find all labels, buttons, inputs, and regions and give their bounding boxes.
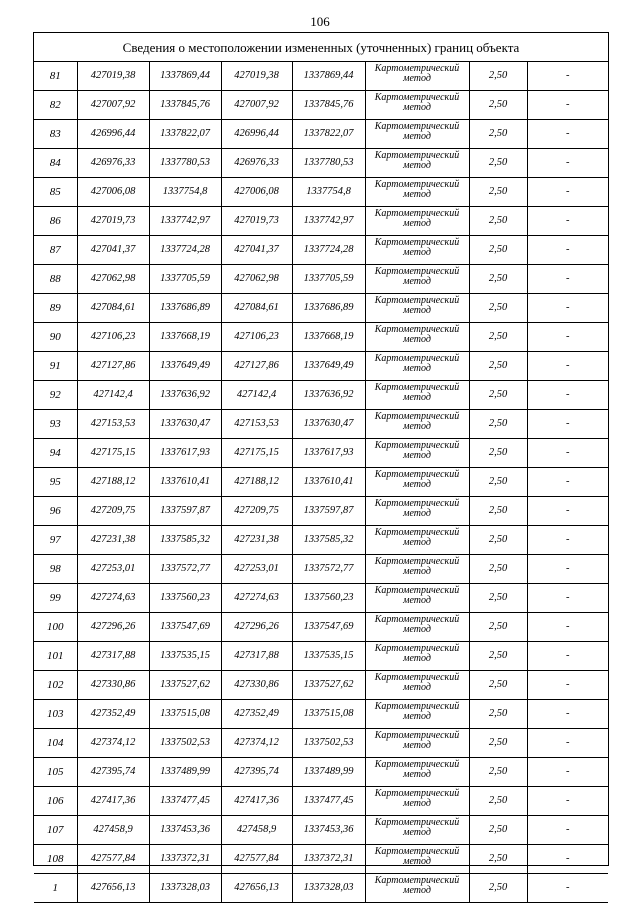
note-cell: -	[527, 468, 608, 497]
refined-y-cell: 1337502,53	[292, 729, 365, 758]
refined-x-cell: 427041,37	[221, 236, 292, 265]
existing-x-cell: 427209,75	[77, 497, 149, 526]
point-number-cell: 96	[34, 497, 77, 526]
method-cell: Картометрический метод	[365, 874, 469, 903]
accuracy-cell: 2,50	[469, 352, 527, 381]
method-cell: Картометрический метод	[365, 468, 469, 497]
refined-x-cell: 427458,9	[221, 816, 292, 845]
method-cell: Картометрический метод	[365, 149, 469, 178]
table-row	[34, 62, 608, 91]
accuracy-cell: 2,50	[469, 207, 527, 236]
existing-x-cell: 427153,53	[77, 410, 149, 439]
refined-x-cell: 427296,26	[221, 613, 292, 642]
point-number-cell: 84	[34, 149, 77, 178]
existing-x-cell: 427458,9	[77, 816, 149, 845]
accuracy-cell: 2,50	[469, 758, 527, 787]
existing-x-cell: 427274,63	[77, 584, 149, 613]
page-number: 106	[310, 14, 330, 29]
table-row	[34, 613, 608, 642]
note-cell: -	[527, 787, 608, 816]
existing-x-cell: 427253,01	[77, 555, 149, 584]
note-cell: -	[527, 265, 608, 294]
existing-y-cell: 1337372,31	[149, 845, 221, 874]
method-cell: Картометрический метод	[365, 120, 469, 149]
point-number-cell: 95	[34, 468, 77, 497]
method-cell: Картометрический метод	[365, 265, 469, 294]
existing-y-cell: 1337668,19	[149, 323, 221, 352]
accuracy-cell: 2,50	[469, 91, 527, 120]
point-number-cell: 86	[34, 207, 77, 236]
accuracy-cell: 2,50	[469, 468, 527, 497]
refined-x-cell: 427274,63	[221, 584, 292, 613]
note-cell: -	[527, 816, 608, 845]
note-cell: -	[527, 642, 608, 671]
refined-y-cell: 1337617,93	[292, 439, 365, 468]
refined-x-cell: 427084,61	[221, 294, 292, 323]
existing-y-cell: 1337560,23	[149, 584, 221, 613]
table-row	[34, 700, 608, 729]
accuracy-cell: 2,50	[469, 874, 527, 903]
accuracy-cell: 2,50	[469, 381, 527, 410]
point-number-cell: 91	[34, 352, 77, 381]
refined-x-cell: 427127,86	[221, 352, 292, 381]
refined-y-cell: 1337754,8	[292, 178, 365, 207]
existing-x-cell: 427231,38	[77, 526, 149, 555]
table-row	[34, 120, 608, 149]
table-row	[34, 642, 608, 671]
note-cell: -	[527, 323, 608, 352]
refined-y-cell: 1337477,45	[292, 787, 365, 816]
method-cell: Картометрический метод	[365, 352, 469, 381]
note-cell: -	[527, 700, 608, 729]
existing-x-cell: 427084,61	[77, 294, 149, 323]
accuracy-cell: 2,50	[469, 671, 527, 700]
table-row	[34, 381, 608, 410]
refined-y-cell: 1337610,41	[292, 468, 365, 497]
refined-y-cell: 1337372,31	[292, 845, 365, 874]
accuracy-cell: 2,50	[469, 497, 527, 526]
refined-x-cell: 427062,98	[221, 265, 292, 294]
accuracy-cell: 2,50	[469, 149, 527, 178]
point-number-cell: 92	[34, 381, 77, 410]
accuracy-cell: 2,50	[469, 439, 527, 468]
refined-x-cell: 427188,12	[221, 468, 292, 497]
accuracy-cell: 2,50	[469, 642, 527, 671]
note-cell: -	[527, 178, 608, 207]
refined-y-cell: 1337328,03	[292, 874, 365, 903]
refined-y-cell: 1337780,53	[292, 149, 365, 178]
existing-x-cell: 427188,12	[77, 468, 149, 497]
table-row	[34, 149, 608, 178]
method-cell: Картометрический метод	[365, 816, 469, 845]
table-row	[34, 555, 608, 584]
table-row	[34, 816, 608, 845]
refined-y-cell: 1337636,92	[292, 381, 365, 410]
accuracy-cell: 2,50	[469, 323, 527, 352]
existing-x-cell: 427352,49	[77, 700, 149, 729]
point-number-cell: 85	[34, 178, 77, 207]
existing-y-cell: 1337869,44	[149, 62, 221, 91]
refined-y-cell: 1337527,62	[292, 671, 365, 700]
refined-x-cell: 427153,53	[221, 410, 292, 439]
existing-x-cell: 426996,44	[77, 120, 149, 149]
table-row	[34, 207, 608, 236]
point-number-cell: 98	[34, 555, 77, 584]
method-cell: Картометрический метод	[365, 62, 469, 91]
refined-x-cell: 427007,92	[221, 91, 292, 120]
accuracy-cell: 2,50	[469, 265, 527, 294]
table-row	[34, 758, 608, 787]
refined-y-cell: 1337742,97	[292, 207, 365, 236]
method-cell: Картометрический метод	[365, 410, 469, 439]
refined-y-cell: 1337705,59	[292, 265, 365, 294]
refined-x-cell: 427175,15	[221, 439, 292, 468]
point-number-cell: 104	[34, 729, 77, 758]
existing-x-cell: 427395,74	[77, 758, 149, 787]
table-row	[34, 323, 608, 352]
table-row	[34, 294, 608, 323]
refined-y-cell: 1337489,99	[292, 758, 365, 787]
accuracy-cell: 2,50	[469, 410, 527, 439]
point-number-cell: 102	[34, 671, 77, 700]
refined-y-cell: 1337597,87	[292, 497, 365, 526]
existing-y-cell: 1337780,53	[149, 149, 221, 178]
point-number-cell: 103	[34, 700, 77, 729]
existing-x-cell: 427175,15	[77, 439, 149, 468]
note-cell: -	[527, 120, 608, 149]
refined-x-cell: 427019,38	[221, 62, 292, 91]
existing-x-cell: 427007,92	[77, 91, 149, 120]
coordinates-table-body	[34, 62, 608, 903]
refined-y-cell: 1337724,28	[292, 236, 365, 265]
existing-y-cell: 1337489,99	[149, 758, 221, 787]
refined-x-cell: 427656,13	[221, 874, 292, 903]
note-cell: -	[527, 294, 608, 323]
refined-x-cell: 427330,86	[221, 671, 292, 700]
point-number-cell: 108	[34, 845, 77, 874]
point-number-cell: 89	[34, 294, 77, 323]
table-row	[34, 874, 608, 903]
existing-y-cell: 1337597,87	[149, 497, 221, 526]
existing-y-cell: 1337705,59	[149, 265, 221, 294]
refined-y-cell: 1337822,07	[292, 120, 365, 149]
refined-y-cell: 1337560,23	[292, 584, 365, 613]
refined-x-cell: 427417,36	[221, 787, 292, 816]
refined-y-cell: 1337535,15	[292, 642, 365, 671]
point-number-cell: 107	[34, 816, 77, 845]
existing-y-cell: 1337610,41	[149, 468, 221, 497]
note-cell: -	[527, 91, 608, 120]
table-row	[34, 91, 608, 120]
existing-x-cell: 427019,38	[77, 62, 149, 91]
existing-y-cell: 1337649,49	[149, 352, 221, 381]
accuracy-cell: 2,50	[469, 294, 527, 323]
note-cell: -	[527, 584, 608, 613]
existing-x-cell: 427006,08	[77, 178, 149, 207]
existing-y-cell: 1337328,03	[149, 874, 221, 903]
existing-x-cell: 427127,86	[77, 352, 149, 381]
table-row	[34, 497, 608, 526]
refined-y-cell: 1337869,44	[292, 62, 365, 91]
accuracy-cell: 2,50	[469, 584, 527, 613]
method-cell: Картометрический метод	[365, 207, 469, 236]
accuracy-cell: 2,50	[469, 700, 527, 729]
existing-x-cell: 427330,86	[77, 671, 149, 700]
existing-x-cell: 427296,26	[77, 613, 149, 642]
table-row	[34, 729, 608, 758]
table-row	[34, 265, 608, 294]
existing-y-cell: 1337754,8	[149, 178, 221, 207]
note-cell: -	[527, 526, 608, 555]
note-cell: -	[527, 845, 608, 874]
accuracy-cell: 2,50	[469, 816, 527, 845]
existing-y-cell: 1337585,32	[149, 526, 221, 555]
note-cell: -	[527, 352, 608, 381]
point-number-cell: 93	[34, 410, 77, 439]
point-number-cell: 97	[34, 526, 77, 555]
refined-y-cell: 1337686,89	[292, 294, 365, 323]
existing-y-cell: 1337527,62	[149, 671, 221, 700]
refined-y-cell: 1337585,32	[292, 526, 365, 555]
note-cell: -	[527, 671, 608, 700]
existing-x-cell: 427019,73	[77, 207, 149, 236]
table-row	[34, 787, 608, 816]
method-cell: Картометрический метод	[365, 671, 469, 700]
accuracy-cell: 2,50	[469, 62, 527, 91]
table-row	[34, 236, 608, 265]
existing-y-cell: 1337724,28	[149, 236, 221, 265]
method-cell: Картометрический метод	[365, 845, 469, 874]
existing-y-cell: 1337535,15	[149, 642, 221, 671]
point-number-cell: 106	[34, 787, 77, 816]
existing-x-cell: 427417,36	[77, 787, 149, 816]
refined-x-cell: 427142,4	[221, 381, 292, 410]
refined-x-cell: 427374,12	[221, 729, 292, 758]
refined-y-cell: 1337515,08	[292, 700, 365, 729]
point-number-cell: 105	[34, 758, 77, 787]
method-cell: Картометрический метод	[365, 526, 469, 555]
refined-x-cell: 427395,74	[221, 758, 292, 787]
existing-y-cell: 1337477,45	[149, 787, 221, 816]
accuracy-cell: 2,50	[469, 178, 527, 207]
refined-y-cell: 1337453,36	[292, 816, 365, 845]
note-cell: -	[527, 410, 608, 439]
table-row	[34, 584, 608, 613]
existing-y-cell: 1337845,76	[149, 91, 221, 120]
existing-y-cell: 1337547,69	[149, 613, 221, 642]
method-cell: Картометрический метод	[365, 236, 469, 265]
existing-x-cell: 427577,84	[77, 845, 149, 874]
refined-x-cell: 427106,23	[221, 323, 292, 352]
accuracy-cell: 2,50	[469, 845, 527, 874]
point-number-cell: 81	[34, 62, 77, 91]
existing-x-cell: 427106,23	[77, 323, 149, 352]
note-cell: -	[527, 874, 608, 903]
note-cell: -	[527, 381, 608, 410]
method-cell: Картометрический метод	[365, 323, 469, 352]
refined-x-cell: 427253,01	[221, 555, 292, 584]
existing-x-cell: 427374,12	[77, 729, 149, 758]
existing-x-cell: 427656,13	[77, 874, 149, 903]
existing-y-cell: 1337515,08	[149, 700, 221, 729]
refined-x-cell: 427317,88	[221, 642, 292, 671]
refined-x-cell: 427352,49	[221, 700, 292, 729]
refined-y-cell: 1337547,69	[292, 613, 365, 642]
note-cell: -	[527, 149, 608, 178]
existing-y-cell: 1337453,36	[149, 816, 221, 845]
point-number-cell: 88	[34, 265, 77, 294]
note-cell: -	[527, 207, 608, 236]
accuracy-cell: 2,50	[469, 526, 527, 555]
coordinates-table	[34, 62, 608, 903]
refined-y-cell: 1337572,77	[292, 555, 365, 584]
point-number-cell: 94	[34, 439, 77, 468]
sheet-title: Сведения о местоположении измененных (уточненных) границ объекта	[34, 33, 608, 62]
point-number-cell: 82	[34, 91, 77, 120]
existing-y-cell: 1337636,92	[149, 381, 221, 410]
accuracy-cell: 2,50	[469, 787, 527, 816]
refined-y-cell: 1337668,19	[292, 323, 365, 352]
note-cell: -	[527, 613, 608, 642]
refined-y-cell: 1337845,76	[292, 91, 365, 120]
note-cell: -	[527, 729, 608, 758]
point-number-cell: 1	[34, 874, 77, 903]
existing-x-cell: 427142,4	[77, 381, 149, 410]
refined-x-cell: 427209,75	[221, 497, 292, 526]
existing-y-cell: 1337617,93	[149, 439, 221, 468]
method-cell: Картометрический метод	[365, 381, 469, 410]
accuracy-cell: 2,50	[469, 613, 527, 642]
method-cell: Картометрический метод	[365, 758, 469, 787]
refined-x-cell: 427006,08	[221, 178, 292, 207]
point-number-cell: 100	[34, 613, 77, 642]
method-cell: Картометрический метод	[365, 439, 469, 468]
existing-y-cell: 1337742,97	[149, 207, 221, 236]
method-cell: Картометрический метод	[365, 584, 469, 613]
method-cell: Картометрический метод	[365, 555, 469, 584]
existing-y-cell: 1337822,07	[149, 120, 221, 149]
method-cell: Картометрический метод	[365, 91, 469, 120]
table-row	[34, 845, 608, 874]
existing-x-cell: 426976,33	[77, 149, 149, 178]
refined-y-cell: 1337630,47	[292, 410, 365, 439]
method-cell: Картометрический метод	[365, 642, 469, 671]
existing-y-cell: 1337630,47	[149, 410, 221, 439]
note-cell: -	[527, 439, 608, 468]
refined-y-cell: 1337649,49	[292, 352, 365, 381]
table-row	[34, 410, 608, 439]
existing-y-cell: 1337572,77	[149, 555, 221, 584]
coordinates-sheet	[33, 32, 609, 896]
point-number-cell: 101	[34, 642, 77, 671]
accuracy-cell: 2,50	[469, 729, 527, 758]
method-cell: Картометрический метод	[365, 178, 469, 207]
note-cell: -	[527, 236, 608, 265]
point-number-cell: 90	[34, 323, 77, 352]
table-row	[34, 526, 608, 555]
method-cell: Картометрический метод	[365, 613, 469, 642]
refined-x-cell: 427577,84	[221, 845, 292, 874]
table-row	[34, 468, 608, 497]
point-number-cell: 87	[34, 236, 77, 265]
note-cell: -	[527, 758, 608, 787]
existing-x-cell: 427062,98	[77, 265, 149, 294]
refined-x-cell: 427231,38	[221, 526, 292, 555]
table-row	[34, 352, 608, 381]
note-cell: -	[527, 62, 608, 91]
point-number-cell: 83	[34, 120, 77, 149]
method-cell: Картометрический метод	[365, 700, 469, 729]
table-row	[34, 671, 608, 700]
note-cell: -	[527, 555, 608, 584]
table-row	[34, 178, 608, 207]
method-cell: Картометрический метод	[365, 729, 469, 758]
refined-x-cell: 426976,33	[221, 149, 292, 178]
existing-x-cell: 427041,37	[77, 236, 149, 265]
table-row	[34, 439, 608, 468]
method-cell: Картометрический метод	[365, 497, 469, 526]
method-cell: Картометрический метод	[365, 787, 469, 816]
accuracy-cell: 2,50	[469, 120, 527, 149]
refined-x-cell: 427019,73	[221, 207, 292, 236]
existing-x-cell: 427317,88	[77, 642, 149, 671]
accuracy-cell: 2,50	[469, 236, 527, 265]
method-cell: Картометрический метод	[365, 294, 469, 323]
existing-y-cell: 1337686,89	[149, 294, 221, 323]
refined-x-cell: 426996,44	[221, 120, 292, 149]
existing-y-cell: 1337502,53	[149, 729, 221, 758]
note-cell: -	[527, 497, 608, 526]
accuracy-cell: 2,50	[469, 555, 527, 584]
point-number-cell: 99	[34, 584, 77, 613]
